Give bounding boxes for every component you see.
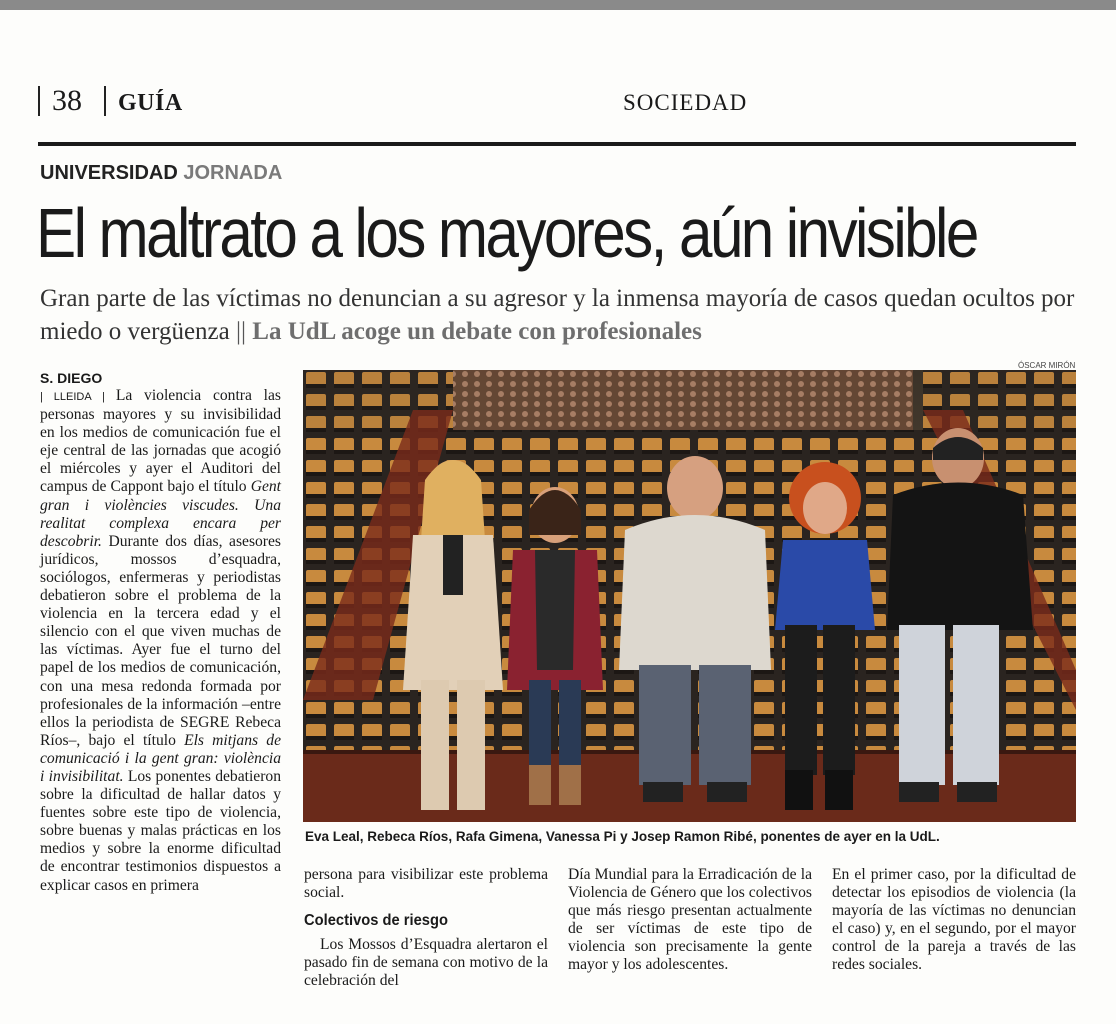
photo-caption: Eva Leal, Rebeca Ríos, Rafa Gimena, Vanessa Pi y Josep Ramon Ribé, ponentes de ayer en la UdL. — [305, 829, 940, 844]
article-subhead — [40, 282, 1090, 348]
article-column-1 — [40, 369, 281, 895]
photo-credit: ÓSCAR MIRÓN — [1018, 361, 1076, 370]
round-table-title: Els mitjans de comunicació i la gent gran: violència i invisibilitat. — [40, 731, 281, 785]
byline-place: LLEIDA — [53, 391, 92, 403]
kicker-type: JORNADA — [183, 162, 283, 184]
article-column-3 — [568, 866, 812, 975]
kicker-topic: UNIVERSIDAD — [40, 162, 178, 184]
article-photo — [303, 370, 1076, 822]
subhead-separator: || — [236, 318, 247, 345]
header-divider — [38, 86, 40, 116]
body-text: Los Mossos d’Esquadra alertaron el pasado fin de semana con motivo de la celebración del — [304, 936, 548, 990]
subhead-part-1: Gran parte de las víctimas no denuncian a su agresor y la inmensa mayoría de casos quedan ocultos por miedo o vergüenza — [40, 285, 1075, 345]
article-column-4 — [832, 866, 1076, 975]
byline-place-open: | — [40, 391, 54, 403]
header-rule — [38, 142, 1076, 146]
body-text: Los ponentes debatieron sobre la dificultad de hallar datos y fuentes sobre este tipo de violencia, sobre buenas y malas prácticas en los medios y sobre la enorme dificultad de encontrar testimonios dispuestos a explicar casos en primera — [40, 767, 281, 894]
section-subtitle: Colectivos de riesgo — [304, 912, 448, 930]
subhead-part-2: La UdL acoge un debate con profesionales — [252, 318, 702, 345]
section-label: SOCIEDAD — [623, 90, 748, 115]
body-text: persona para visibilizar este problema social. — [304, 866, 548, 902]
event-title: Gent gran i violències viscudes. Una realitat complexa encara per descobrir. — [40, 478, 281, 550]
body-text: Durante dos días, asesores jurídicos, mossos d’esquadra, sociólogos, enfermeras y periodistas debatieron sobre el problema de la violencia en la tercera edad y el silencio con el que viven muchas de las víctimas. Ayer fue el turno del papel de los medios de comunicación, con una mesa redonda formada por profesionales de la información –entre ellos la periodista de SEGRE Rebeca Ríos–, bajo el título — [40, 532, 281, 749]
header-divider — [104, 86, 106, 116]
page-number: 38 — [52, 84, 82, 117]
article-headline: El maltrato a los mayores, aún invisible — [36, 194, 977, 272]
guide-label: GUÍA — [118, 90, 183, 116]
article-kicker — [40, 160, 282, 186]
article-column-2 — [304, 866, 548, 990]
body-text: La violencia contra las personas mayores y su invisibilidad en los medios de comunicación fue el eje central de las jornadas que acogió el miércoles y ayer el Auditori del campus de Cappont bajo el título — [40, 387, 281, 496]
byline-place-close: | — [91, 391, 116, 403]
window-top-bar — [0, 0, 1116, 10]
body-text: En el primer caso, por la dificultad de detectar los episodios de violencia (la mayoría de las víctimas no denuncian el caso) y, en el segundo, por el mayor control de la pareja a través de las redes sociales. — [832, 866, 1076, 974]
page-header — [38, 84, 1076, 120]
byline-author: S. DIEGO — [40, 370, 103, 386]
body-text: Día Mundial para la Erradicación de la Violencia de Género que los colectivos que más riesgo presentan actualmente de ser víctimas de este tipo de violencia son precisamente la gente mayor y los adolescentes. — [568, 866, 812, 974]
